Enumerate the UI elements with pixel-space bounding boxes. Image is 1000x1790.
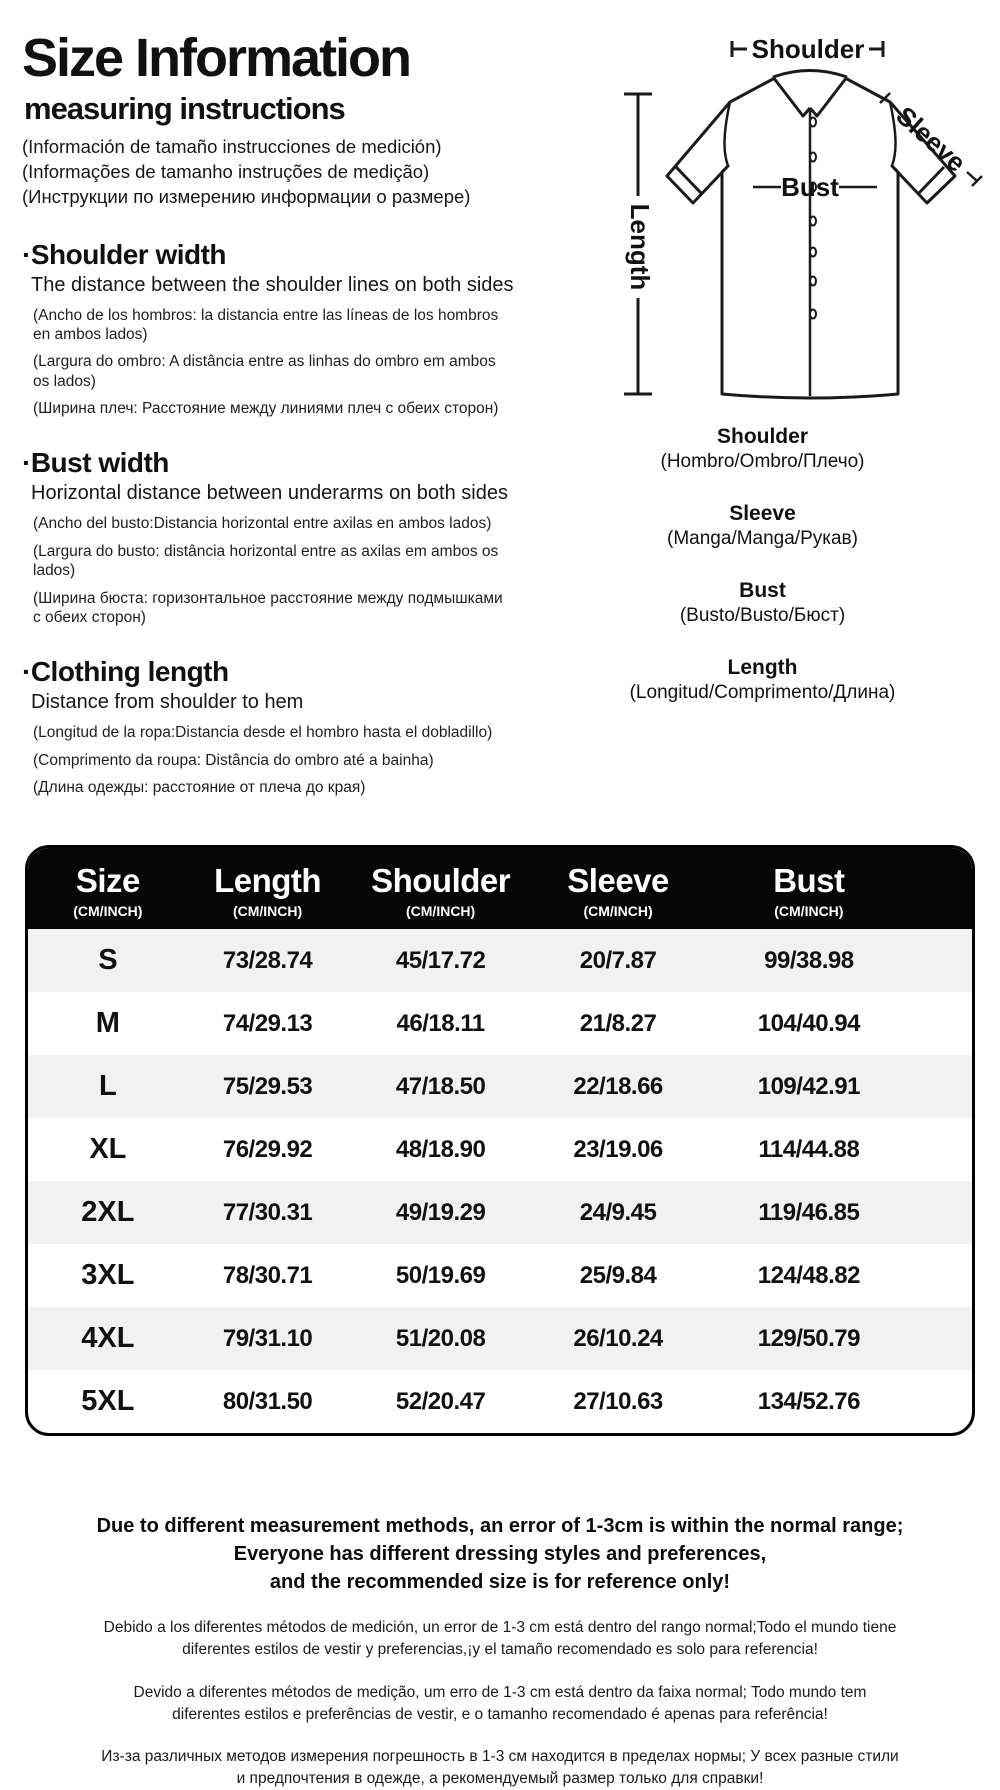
cell-shoulder: 48/18.90: [395, 1135, 486, 1163]
cell-size: M: [95, 1007, 120, 1040]
legend-length: [525, 656, 1000, 704]
footer-disclaimer: [0, 1512, 1000, 1789]
column-header-sleeve: Sleeve (CM/INCH): [534, 862, 703, 919]
size-chart-table: [25, 845, 975, 1436]
translation-pt: (Largura do ombro: A distância entre as linhas do ombro em ambos os lados): [33, 353, 496, 390]
subtitle-translation-es: (Información de tamaño instrucciones de medición): [22, 135, 442, 157]
size-table-header: [28, 848, 972, 929]
diagram-bust-label: Bust: [781, 172, 839, 202]
subtitle-translations: [22, 135, 545, 210]
cell-sleeve: 27/10.63: [573, 1387, 663, 1415]
legend-bust: [525, 579, 1000, 627]
notice-line: Everyone has different dressing styles and preferences,: [233, 1543, 767, 1566]
section-translations: [33, 723, 513, 797]
column-unit: (CM/INCH): [583, 903, 653, 920]
notice-translation-es: [0, 1617, 1000, 1660]
legend-term: Length: [727, 656, 798, 679]
table-row-4xl: [28, 1307, 972, 1370]
cell-sleeve: 26/10.24: [573, 1324, 663, 1352]
diagram-legend: [525, 425, 1000, 704]
shirt-armhole-seam-right: [890, 102, 896, 166]
legend-term: Bust: [739, 579, 786, 602]
column-header-shoulder: Shoulder (CM/INCH): [347, 862, 533, 919]
cell-bust: 129/50.79: [757, 1324, 860, 1352]
cell-sleeve: 21/8.27: [579, 1009, 657, 1037]
sleeve-dim-seg-bottom: [967, 172, 977, 181]
cell-size: 3XL: [81, 1259, 135, 1292]
diagram-shoulder-label: Shoulder: [751, 34, 865, 64]
column-header-bust: Bust (CM/INCH): [702, 862, 915, 919]
table-row-3xl: [28, 1244, 972, 1307]
translation-es: (Longitud de la ropa:Distancia desde el hombro hasta el dobladillo): [33, 724, 493, 742]
translation-es: (Ancho del busto:Distancia horizontal entre axilas en ambos lados): [33, 515, 492, 533]
diagram-column: [545, 24, 1000, 805]
subtitle-translation-ru: (Инструкции по измерению информации о размере): [22, 185, 471, 207]
table-row-s: [28, 929, 972, 992]
notice-line: Due to different measurement methods, an error of 1-3cm is within the normal range;: [96, 1515, 904, 1538]
translation-ru: (Ширина плеч: Расстояние между линиями плеч с обеих сторон): [33, 400, 499, 418]
instructions-column: [22, 24, 545, 805]
diagram-sleeve-label: Sleeve: [890, 100, 972, 178]
cell-length: 74/29.13: [222, 1009, 313, 1037]
translation-pt: (Comprimento da roupa: Distância do ombro até a bainha): [33, 751, 434, 769]
section-title: ·Bust width: [22, 447, 169, 479]
cell-shoulder: 45/17.72: [395, 946, 486, 974]
table-row-m: [28, 992, 972, 1055]
cell-size: 5XL: [81, 1385, 135, 1418]
section-description: Horizontal distance between underarms on both sides: [31, 482, 508, 505]
section-title: ·Shoulder width: [22, 238, 227, 270]
cell-shoulder: 46/18.11: [396, 1009, 485, 1037]
cell-length: 78/30.71: [222, 1261, 313, 1289]
cell-shoulder: 49/19.29: [395, 1198, 486, 1226]
column-unit: (CM/INCH): [774, 903, 844, 920]
cell-shoulder: 52/20.47: [395, 1387, 486, 1415]
cell-shoulder: 47/18.50: [395, 1072, 486, 1100]
top-area: [0, 0, 1000, 805]
shirt-armhole-seam-left: [724, 102, 730, 166]
cell-length: 73/28.74: [222, 946, 313, 974]
cell-sleeve: 23/19.06: [573, 1135, 663, 1163]
section-clothing-length: [22, 656, 545, 797]
cell-bust: 109/42.91: [757, 1072, 860, 1100]
legend-term: Sleeve: [729, 502, 796, 525]
cell-bust: 104/40.94: [757, 1009, 860, 1037]
cell-sleeve: 20/7.87: [579, 946, 657, 974]
legend-translations: (Longitud/Comprimento/Длина): [629, 682, 896, 703]
section-description: The distance between the shoulder lines on both sides: [31, 273, 514, 296]
legend-translations: (Manga/Manga/Рукав): [667, 528, 858, 549]
table-row-5xl: [28, 1370, 972, 1433]
cell-sleeve: 22/18.66: [573, 1072, 663, 1100]
page-subtitle: measuring instructions: [24, 90, 345, 126]
section-title: ·Clothing length: [22, 656, 229, 688]
diagram-length-label: Length: [625, 203, 656, 291]
cell-size: XL: [89, 1133, 127, 1166]
cell-bust: 134/52.76: [757, 1387, 860, 1415]
cell-bust: 124/48.82: [757, 1261, 860, 1289]
translation-pt: (Largura do busto: distância horizontal entre as axilas em ambos os lados): [33, 542, 499, 580]
cell-length: 80/31.50: [222, 1387, 313, 1415]
shirt-measurement-diagram: [545, 24, 1000, 419]
cell-size: 4XL: [81, 1322, 135, 1355]
notice-translation-line: Из-за различных методов измерения погрешность в 1-3 см находится в пределах нормы; У всех разные стили: [101, 1748, 899, 1766]
table-row-2xl: [28, 1181, 972, 1244]
subtitle-translation-pt: (Informações de tamanho instruções de medição): [22, 160, 430, 182]
cell-shoulder: 50/19.69: [395, 1261, 486, 1289]
cell-bust: 99/38.98: [764, 946, 854, 974]
page-title: Size Information: [22, 28, 411, 88]
cell-bust: 114/44.88: [758, 1135, 860, 1163]
translation-ru: (Длина одежды: расстояние от плеча до края): [33, 779, 366, 797]
legend-translations: (Busto/Busto/Бюст): [679, 605, 846, 626]
legend-translations: (Hombro/Ombro/Плечо): [660, 451, 865, 472]
notice-translation-ru: [0, 1746, 1000, 1789]
notice-translation-line: Debido a los diferentes métodos de medición, un error de 1-3 cm está dentro del rango normal;Todo el mundo tiene: [103, 1619, 897, 1637]
notice-translation-pt: [0, 1682, 1000, 1725]
translation-es: (Ancho de los hombros: la distancia entre las líneas de los hombros en ambos lados): [33, 306, 499, 343]
notice-line: and the recommended size is for reference only!: [269, 1571, 731, 1594]
section-shoulder-width: [22, 239, 545, 419]
cell-sleeve: 24/9.45: [579, 1198, 657, 1226]
column-header-length: Length (CM/INCH): [188, 862, 348, 919]
cell-bust: 119/46.85: [758, 1198, 860, 1226]
measurement-notice: [0, 1512, 1000, 1596]
section-translations: [33, 306, 513, 419]
column-unit: (CM/INCH): [406, 903, 476, 920]
column-unit: (CM/INCH): [232, 903, 303, 920]
size-table-body: [28, 929, 972, 1433]
column-header-size: Size (CM/INCH): [28, 862, 188, 919]
cell-sleeve: 25/9.84: [579, 1261, 657, 1289]
cell-size: S: [98, 944, 118, 977]
notice-translation-line: и предпочтения в одежде, а рекомендуемый размер только для справки!: [236, 1769, 764, 1787]
section-translations: [33, 514, 513, 627]
section-bust-width: [22, 447, 545, 627]
legend-term: Shoulder: [716, 425, 808, 448]
cell-length: 75/29.53: [222, 1072, 313, 1100]
translation-ru: (Ширина бюста: горизонтальное расстояние между подмышками с обеих сторон): [33, 589, 503, 626]
table-row-xl: [28, 1118, 972, 1181]
notice-translation-line: diferentes estilos e preferências de vestir, e o tamanho recomendado é apenas para referência!: [172, 1705, 828, 1723]
notice-translation-line: diferentes estilos de vestir y preferencias,¡y el tamaño recomendado es solo para referencia!: [182, 1641, 818, 1659]
cell-length: 77/30.31: [222, 1198, 313, 1226]
legend-sleeve: [525, 502, 1000, 550]
cell-size: L: [99, 1070, 117, 1103]
section-description: Distance from shoulder to hem: [31, 691, 304, 714]
notice-translation-line: Devido a diferentes métodos de medição, um erro de 1-3 cm está dentro da faixa normal; Todo mundo tem: [133, 1683, 867, 1701]
cell-length: 76/29.92: [222, 1135, 313, 1163]
cell-size: 2XL: [81, 1196, 135, 1229]
cell-length: 79/31.10: [222, 1324, 313, 1352]
legend-shoulder: [525, 425, 1000, 473]
column-unit: (CM/INCH): [73, 903, 143, 920]
table-row-l: [28, 1055, 972, 1118]
cell-shoulder: 51/20.08: [395, 1324, 486, 1352]
